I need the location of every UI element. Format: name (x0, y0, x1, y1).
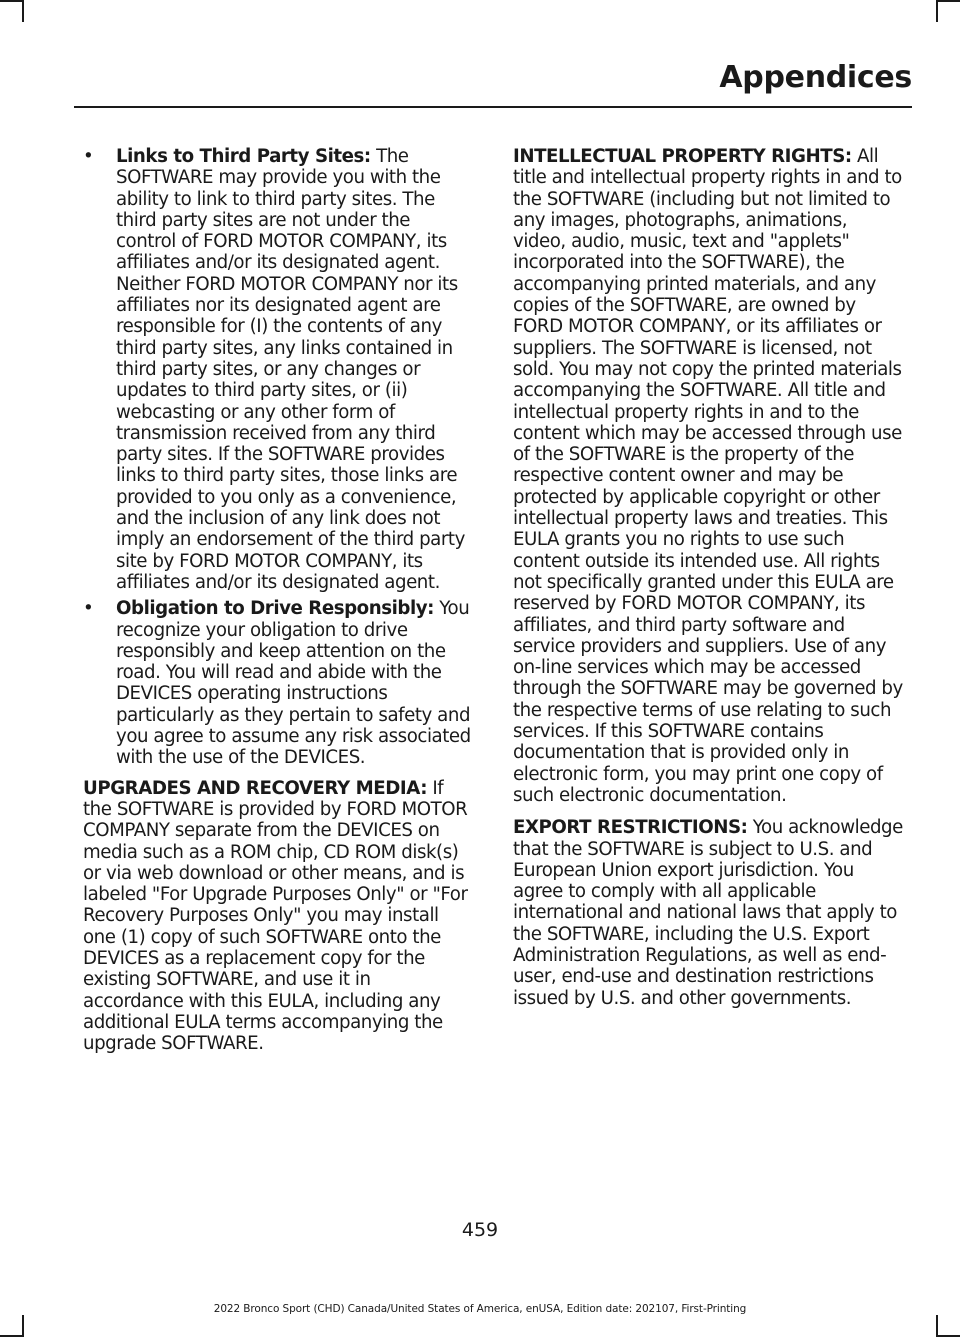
upgrades-paragraph (83, 778, 475, 1055)
page-title: Appendices (719, 60, 912, 95)
bullet-text: The SOFTWARE may provide you with the ability to link to third party sites. The third party sites are not under the control of FORD MOTOR COMPANY, its affiliates and/or its designated agent. Neither FORD MOTOR COMPANY nor its affiliates nor its designated agent are responsible for (I) the contents of any third party sites, any links contained in third party sites, or any changes or updates to third party sites, or (ii) webcasting or any other form of transmission received from any third party sites. If the SOFTWARE provides links to third party sites, those links are provided to you only as a convenience, and the inclusion of any link does not imply an endorsement of the third party site by FORD MOTOR COMPANY, its affiliates and/or its designated agent. (116, 146, 465, 593)
list-item (83, 146, 475, 593)
crop-mark-top-left (22, 0, 24, 22)
bullet-text: You recognize your obligation to drive responsibly and keep attention on the road. You will read and abide with the DEVICES operating instructions particularly as they pertain to safety and you agree to assume any risk associated with the use of the DEVICES. (116, 598, 471, 769)
ip-paragraph (513, 146, 905, 806)
section-text: All title and intellectual property rights in and to the SOFTWARE (including but not limited to any images, photographs, animations, video, audio, music, text and "applets" incorporated into the SOFTWARE), the accompanying printed materials, and any copies of the SOFTWARE, are owned by FORD MOTOR COMPANY, or its affiliates or suppliers. The SOFTWARE is licensed, not sold. You may not copy the printed materials accompanying the SOFTWARE. All title and intellectual property rights in and to the content which may be accessed through use of the SOFTWARE is the property of the respective content owner and may be protected by applicable copyright or other intellectual property laws and treaties. This EULA grants you no rights to use such content outside its intended use. All rights not specifically granted under this EULA are reserved by FORD MOTOR COMPANY, its affiliates, and third party software and service providers and suppliers. Use of any on-line services which may be accessed through the SOFTWARE may be governed by the respective terms of use relating to such services. If this SOFTWARE contains documentation that is provided only in electronic form, you may print one copy of such electronic documentation. (513, 146, 903, 806)
left-column (83, 146, 475, 1065)
header-divider (74, 106, 912, 108)
bullet-icon: • (83, 146, 94, 167)
crop-mark-top-right (936, 0, 938, 22)
crop-mark-top-left (0, 0, 22, 2)
crop-mark-top-right (938, 0, 960, 2)
section-heading: EXPORT RESTRICTIONS: (513, 817, 748, 839)
list-item (83, 598, 475, 768)
bullet-heading: Links to Third Party Sites: (116, 146, 371, 167)
section-text: If the SOFTWARE is provided by FORD MOTOR COMPANY separate from the DEVICES on media such as a ROM chip, CD ROM disk(s) or via web download or other means, and is labeled "For Upgrade Purposes Only" or "For Recovery Purposes Only" you may install one (1) copy of such SOFTWARE onto the DEVICES as a replacement copy for the existing SOFTWARE, and use it in accordance with this EULA, including any additional EULA terms accompanying the upgrade SOFTWARE. (83, 777, 468, 1055)
section-text: You acknowledge that the SOFTWARE is subject to U.S. and European Union export jurisdiction. You agree to comply with all applicable international and national laws that apply to the SOFTWARE, including the U.S. Export Administration Regulations, as well as end-user, end-use and destination restrictions issued by U.S. and other governments. (513, 817, 903, 1009)
footer-edition-info: 2022 Bronco Sport (CHD) Canada/United States of America, enUSA, Edition date: 202107, First-Printing (213, 1303, 747, 1315)
crop-mark-bottom-right (936, 1315, 938, 1337)
crop-mark-bottom-left (22, 1315, 24, 1337)
page-number: 459 (461, 1219, 499, 1241)
right-column (513, 146, 905, 1020)
section-heading: INTELLECTUAL PROPERTY RIGHTS: (513, 146, 852, 167)
bullet-heading: Obligation to Drive Responsibly: (116, 598, 434, 620)
export-paragraph (513, 817, 905, 1009)
section-heading: UPGRADES AND RECOVERY MEDIA: (83, 777, 428, 799)
bullet-icon: • (83, 598, 94, 620)
